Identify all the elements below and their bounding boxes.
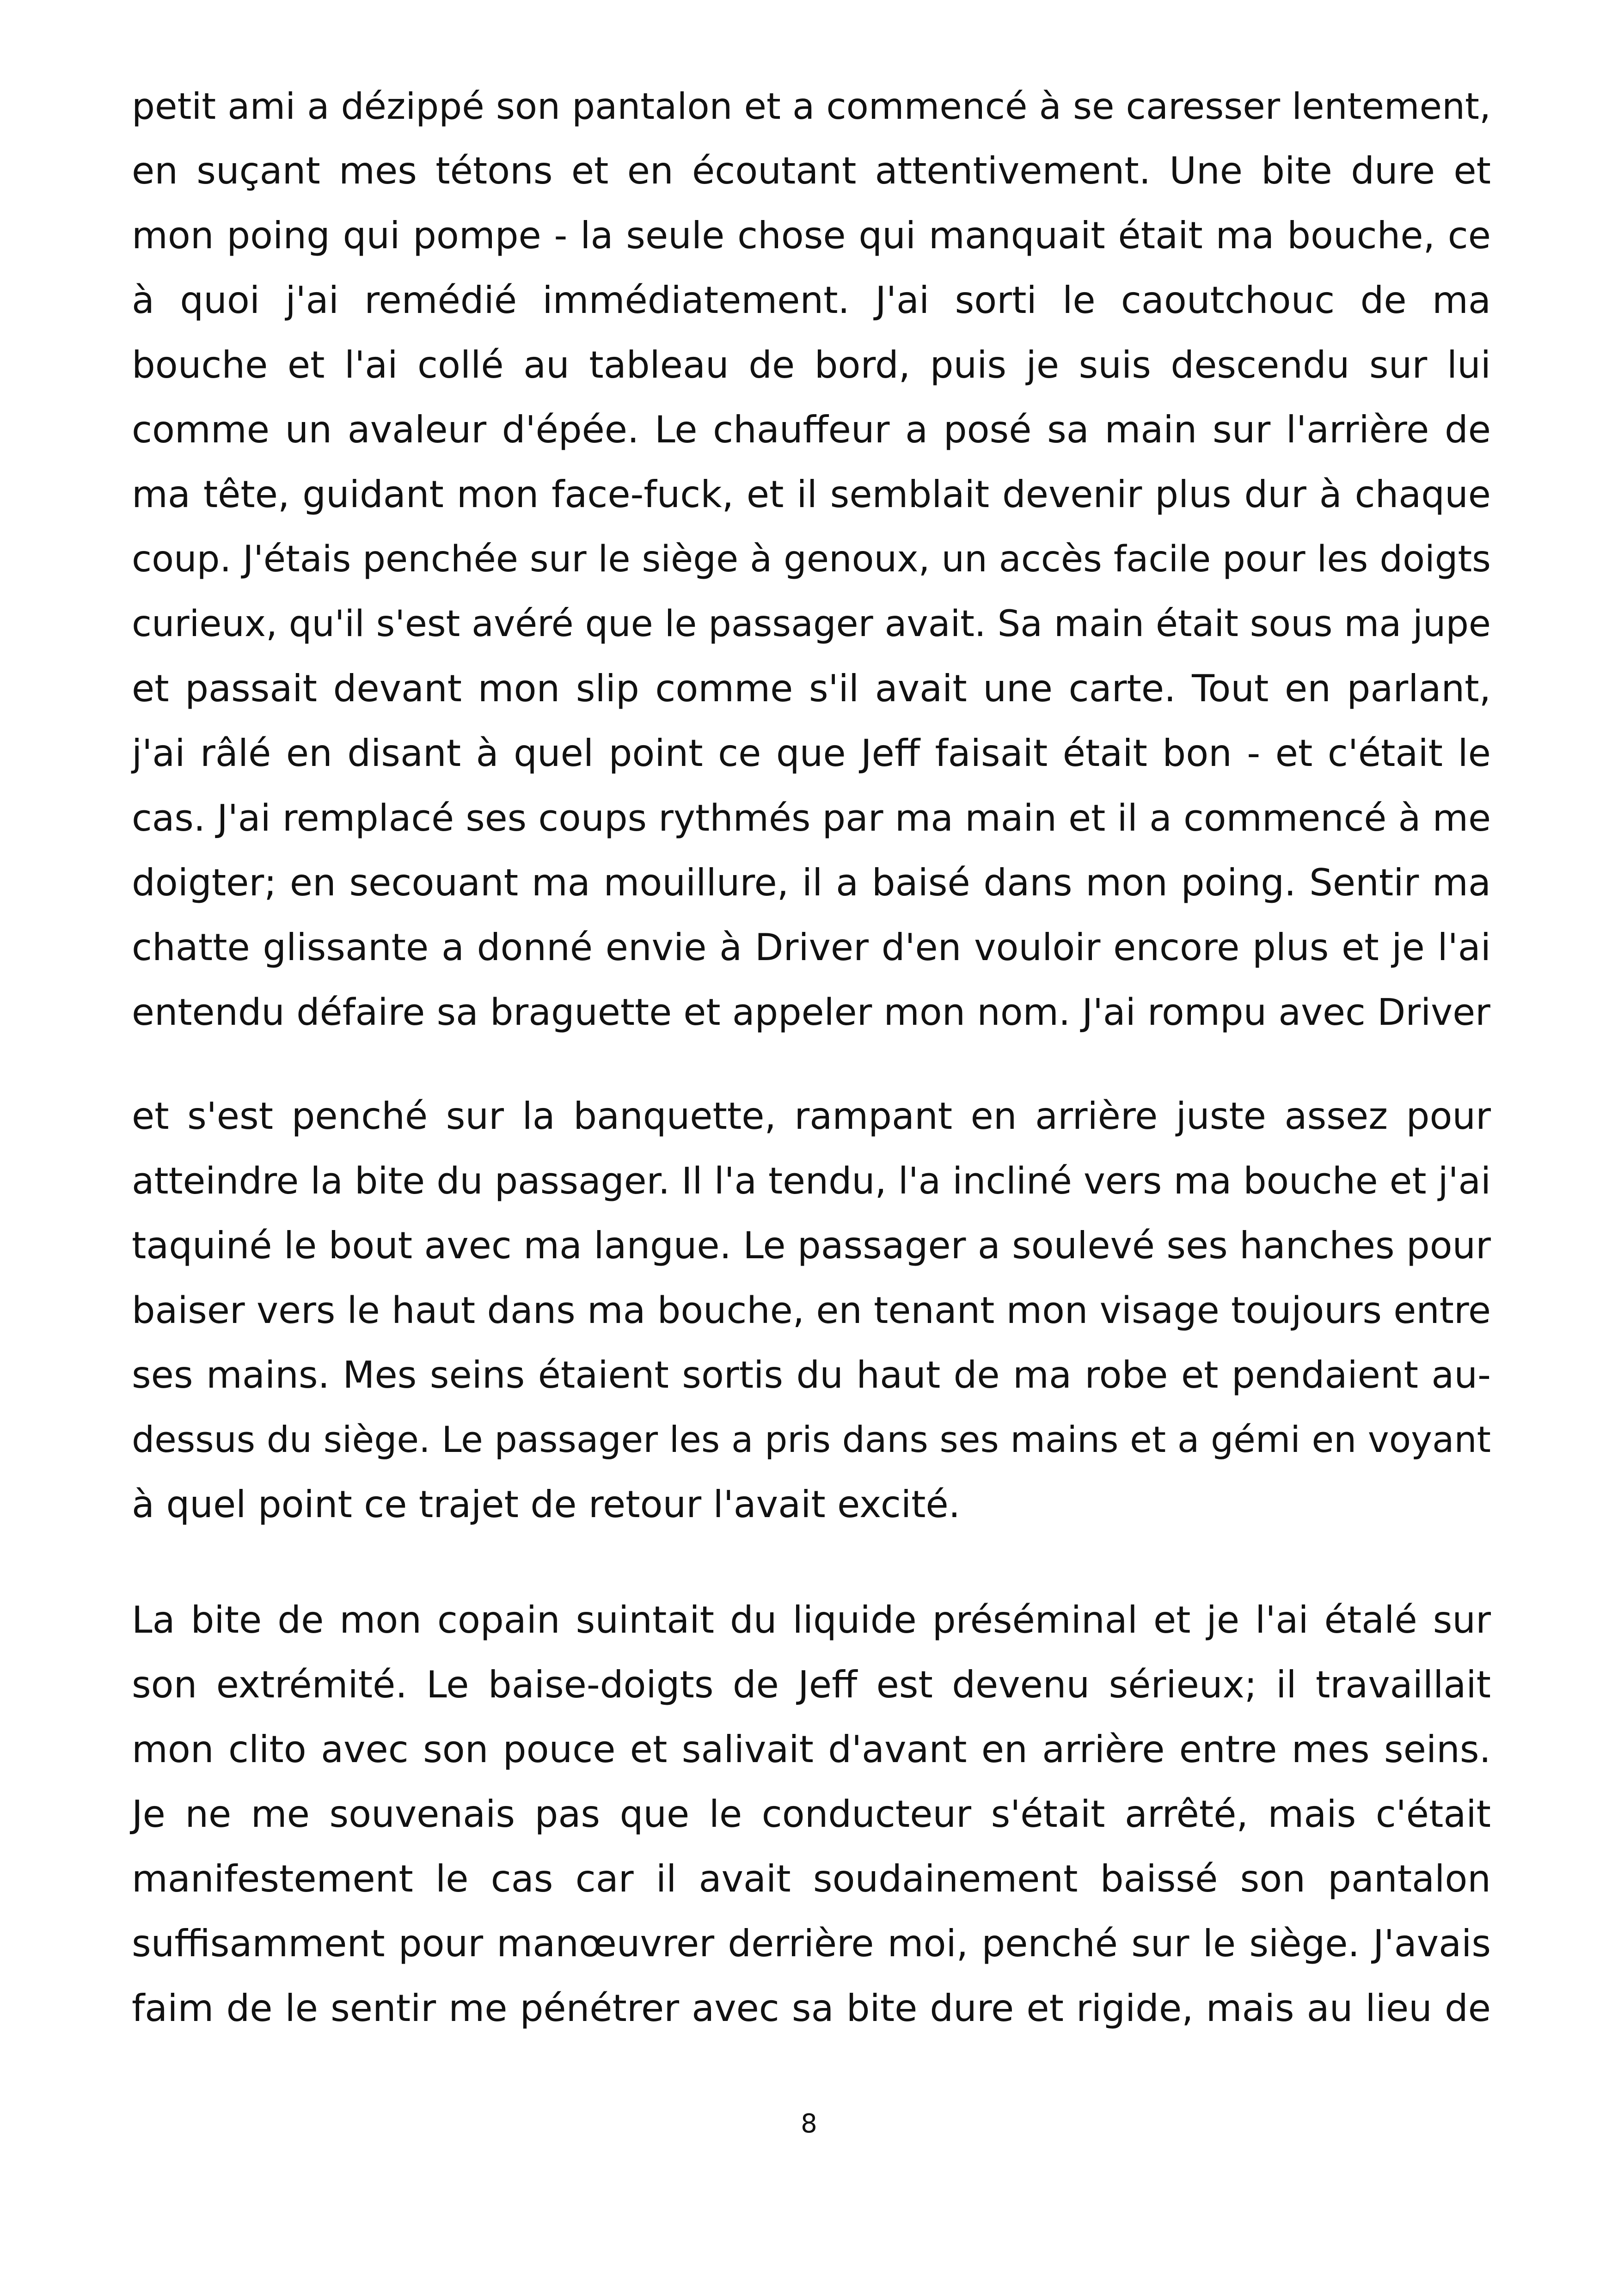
page-number: 8 bbox=[801, 2109, 817, 2139]
paragraph-line: à quel point ce trajet de retour l'avait excité. bbox=[132, 1483, 961, 1526]
paragraph-line: son extrémité. Le baise-doigts de Jeff est devenu sérieux; il travaillait bbox=[132, 1663, 1491, 1706]
paragraph-line: et s'est penché sur la banquette, rampant en arrière juste assez pour bbox=[132, 1095, 1491, 1138]
paragraph-1 bbox=[132, 74, 1491, 1045]
paragraph-line: en suçant mes tétons et en écoutant attentivement. Une bite dure et bbox=[132, 149, 1491, 192]
paragraph-line: Je ne me souvenais pas que le conducteur s'était arrêté, mais c'était bbox=[132, 1793, 1491, 1836]
paragraph-line: faim de le sentir me pénétrer avec sa bite dure et rigide, mais au lieu de bbox=[132, 1987, 1491, 2030]
paragraph-line: ma tête, guidant mon face-fuck, et il semblait devenir plus dur à chaque bbox=[132, 473, 1491, 516]
paragraph-line: manifestement le cas car il avait soudainement baissé son pantalon bbox=[132, 1857, 1491, 1900]
paragraph-line: doigter; en secouant ma mouillure, il a baisé dans mon poing. Sentir ma bbox=[132, 861, 1491, 904]
paragraph-line: mon poing qui pompe - la seule chose qui manquait était ma bouche, ce bbox=[132, 214, 1491, 257]
paragraph-line: mon clito avec son pouce et salivait d'avant en arrière entre mes seins. bbox=[132, 1728, 1491, 1771]
paragraph-3 bbox=[132, 1588, 1491, 2041]
paragraph-line: dessus du siège. Le passager les a pris dans ses mains et a gémi en voyant bbox=[132, 1419, 1491, 1461]
paragraph-2 bbox=[132, 1084, 1491, 1537]
paragraph-line: bouche et l'ai collé au tableau de bord, puis je suis descendu sur lui bbox=[132, 343, 1491, 386]
paragraph-line: chatte glissante a donné envie à Driver d'en vouloir encore plus et je l'ai bbox=[132, 926, 1491, 969]
paragraph-line: et passait devant mon slip comme s'il avait une carte. Tout en parlant, bbox=[132, 667, 1491, 710]
paragraph-line: La bite de mon copain suintait du liquide préséminal et je l'ai étalé sur bbox=[132, 1598, 1491, 1641]
paragraph-line: suffisamment pour manœuvrer derrière moi, penché sur le siège. J'avais bbox=[132, 1922, 1491, 1965]
paragraph-line: curieux, qu'il s'est avéré que le passager avait. Sa main était sous ma jupe bbox=[132, 603, 1491, 645]
paragraph-line: atteindre la bite du passager. Il l'a tendu, l'a incliné vers ma bouche et j'ai bbox=[132, 1160, 1491, 1202]
paragraph-line: comme un avaleur d'épée. Le chauffeur a posé sa main sur l'arrière de bbox=[132, 408, 1491, 451]
paragraph-line: j'ai râlé en disant à quel point ce que Jeff faisait était bon - et c'était le bbox=[132, 732, 1491, 775]
paragraph-line: petit ami a dézippé son pantalon et a commencé à se caresser lentement, bbox=[132, 85, 1491, 128]
paragraph-line: coup. J'étais penchée sur le siège à genoux, un accès facile pour les doigts bbox=[132, 538, 1491, 580]
paragraph-line: à quoi j'ai remédié immédiatement. J'ai sorti le caoutchouc de ma bbox=[132, 279, 1491, 322]
paragraph-line: baiser vers le haut dans ma bouche, en tenant mon visage toujours entre bbox=[132, 1289, 1491, 1332]
paragraph-line: ses mains. Mes seins étaient sortis du haut de ma robe et pendaient au- bbox=[132, 1353, 1491, 1396]
paragraph-line: cas. J'ai remplacé ses coups rythmés par ma main et il a commencé à me bbox=[132, 796, 1491, 839]
paragraph-line: entendu défaire sa braguette et appeler mon nom. J'ai rompu avec Driver bbox=[132, 991, 1490, 1034]
paragraph-line: taquiné le bout avec ma langue. Le passager a soulevé ses hanches pour bbox=[132, 1224, 1491, 1267]
